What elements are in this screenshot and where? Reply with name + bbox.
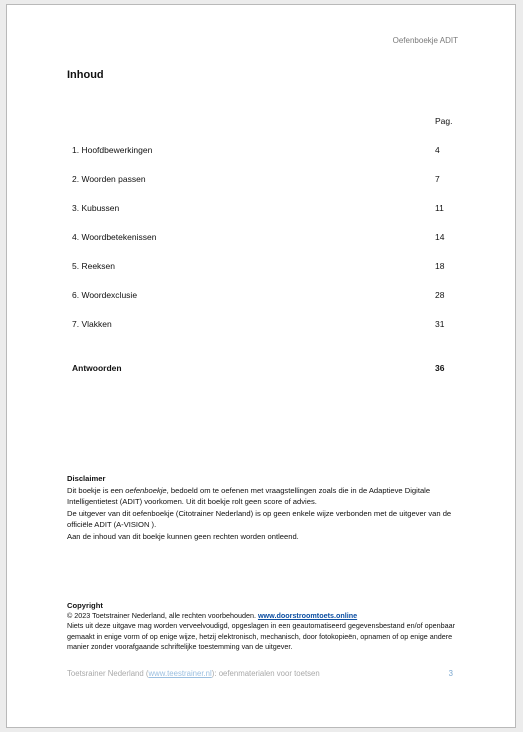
toc-title: Inhoud (67, 69, 104, 81)
toc-entry (72, 145, 452, 157)
toc-entry (72, 232, 452, 244)
toc-entry-label: 4. Woordbetekenissen (72, 232, 157, 242)
copyright-heading: Copyright (67, 601, 103, 610)
copyright-line (67, 611, 462, 621)
toc-entry-page: 28 (435, 290, 445, 300)
toc-entry-page: 18 (435, 261, 445, 271)
toc-entry-label: Antwoorden (72, 363, 122, 373)
toc-entry-page: 4 (435, 145, 440, 155)
copyright-text: © 2023 Toetstrainer Nederland, alle rechten voorbehouden. (67, 611, 258, 620)
disclaimer-text: , bedoeld om te oefenen met vraagstellingen zoals die in de Adaptieve Digitale Intelligentietest (ADIT) voorkomen. Uit dit boekje rolt geen score of advies. (67, 485, 431, 507)
page-header-title: Oefenboekje ADIT (392, 36, 458, 45)
toc-entry (72, 261, 452, 273)
footer-text: ): oefenmaterialen voor toetsen (211, 669, 320, 678)
disclaimer-section (67, 473, 462, 543)
toc-entry-label: 5. Reeksen (72, 261, 115, 271)
toc-entry (72, 319, 452, 331)
toc-entry-label: 1. Hoofdbewerkingen (72, 145, 153, 155)
disclaimer-emphasis: oefenboekje (125, 485, 167, 495)
website-link[interactable]: www.doorstroomtoets.online (257, 611, 358, 620)
copyright-body: Niets uit deze uitgave mag worden verveelvoudigd, opgeslagen in een geautomatiseerd gegevensbestand en/of openbaar gemaakt in enige vorm of op enige wijze, hetzij elektronisch, mechanisch, door fotokopieën, opnamen of op enige andere manier zonder voorafgaande schriftelijke toestemming van de uitgever. (67, 621, 455, 652)
toc-entry-page: 11 (435, 203, 444, 213)
toc-entry-page: 14 (435, 232, 445, 242)
toc-entry-page: 7 (435, 174, 440, 184)
toc-entry-answers (72, 363, 452, 375)
page-number: 3 (448, 669, 453, 678)
toc-entry-page: 36 (435, 363, 445, 373)
footer-link[interactable]: www.teestrainer.nl (148, 669, 212, 678)
toc-entry-page: 31 (435, 319, 445, 329)
disclaimer-text: Dit boekje is een (67, 485, 126, 495)
toc-entry (72, 290, 452, 302)
toc-entry (72, 203, 452, 215)
toc-entry-label: 6. Woordexclusie (72, 290, 138, 300)
toc-page-column-label: Pag. (435, 116, 453, 126)
footer-text: Toetsrainer Nederland ( (67, 669, 149, 678)
disclaimer-heading: Disclaimer (67, 474, 106, 483)
toc-entry (72, 174, 452, 186)
copyright-section (67, 600, 462, 653)
document-page (6, 4, 516, 728)
toc-entry-label: 7. Vlakken (72, 319, 112, 329)
disclaimer-paragraph-1 (67, 485, 462, 508)
toc-entry-label: 2. Woorden passen (72, 174, 146, 184)
disclaimer-paragraph-3: Aan de inhoud van dit boekje kunnen geen rechten worden ontleend. (67, 531, 299, 541)
disclaimer-paragraph-2: De uitgever van dit oefenboekje (Citotrainer Nederland) is op geen enkele wijze verbonden met de uitgever van de officiële ADIT (A-VISION ). (67, 508, 452, 530)
page-footer (67, 669, 453, 678)
toc-entry-label: 3. Kubussen (72, 203, 120, 213)
